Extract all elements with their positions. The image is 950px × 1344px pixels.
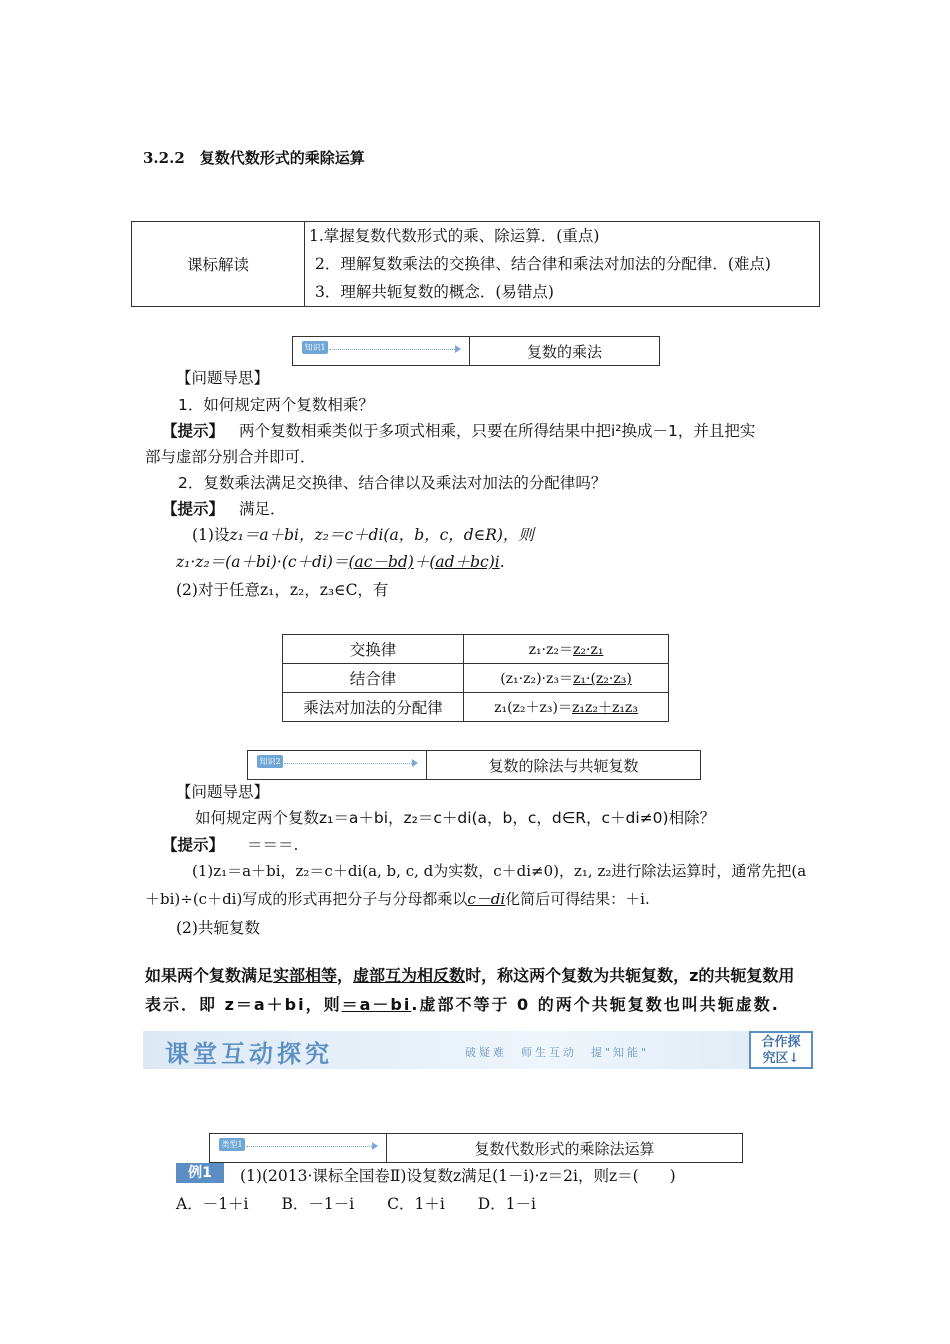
law-name: 交换律 xyxy=(283,635,464,664)
knowledge-title: 复数的除法与共轭复数 xyxy=(488,756,639,775)
hint-1 xyxy=(162,419,755,441)
hint-division xyxy=(162,833,298,855)
formula-end: . xyxy=(499,553,505,571)
knowledge-1-header xyxy=(292,336,660,366)
formula-left: z₁·z₂＝(a＋bi)·(c＋di)＝ xyxy=(176,553,349,571)
standards-item: 3．理解共轭复数的概念．(易错点) xyxy=(315,283,554,301)
knowledge-2-header xyxy=(247,750,701,780)
division-p1b xyxy=(145,888,650,909)
knowledge-tag: 知识1 xyxy=(302,341,328,354)
formula-imag: (ad＋bc)i xyxy=(429,553,500,571)
conj-pre: 如果两个复数满足 xyxy=(145,966,274,985)
type-tag: 类型1 xyxy=(219,1138,245,1151)
conj-imag: 虚部互为相反数 xyxy=(353,966,466,985)
conjugate-line-2 xyxy=(145,992,780,1015)
law-name: 结合律 xyxy=(283,664,464,693)
conj2-post: .虚部不等于 0 的两个共轭复数也叫共轭虚数. xyxy=(411,995,780,1014)
question-heading: 【问题导思】 xyxy=(176,783,270,801)
knowledge-title: 复数的乘法 xyxy=(526,342,602,361)
knowledge-tag: 知识2 xyxy=(257,755,283,768)
question-1: 1．如何规定两个复数相乘？ xyxy=(178,396,374,414)
conj2-pre: 表示．即 z＝a＋bi，则 xyxy=(145,995,342,1014)
conjugate-line-1 xyxy=(145,963,794,986)
question-heading: 【问题导思】 xyxy=(176,369,270,387)
arrow-icon xyxy=(412,759,418,767)
conj-comma: ， xyxy=(337,966,354,985)
option-c[interactable]: C．1＋i xyxy=(387,1195,445,1213)
conj2-u: ＝a－bi xyxy=(341,995,412,1014)
standards-label: 课标解读 xyxy=(132,222,305,307)
law-right: z₂·z₁ xyxy=(573,642,604,658)
p1b-conjugate: c－di xyxy=(467,890,506,908)
example-options xyxy=(176,1192,536,1214)
hint-text: 两个复数相乘类似于多项式相乘，只要在所得结果中把i²换成－1，并且把实 xyxy=(238,422,756,440)
section-title: 3.2.2 复数代数形式的乘除运算 xyxy=(143,149,365,167)
law-name: 乘法对加法的分配律 xyxy=(283,693,464,722)
hint-text: ＝＝＝. xyxy=(246,836,299,854)
formula-real: (ac－bd) xyxy=(348,553,414,571)
type-1-header xyxy=(209,1133,743,1163)
conjugate-heading: (2)共轭复数 xyxy=(176,919,260,937)
law-left: z₁(z₂＋z₃)＝ xyxy=(494,700,572,716)
p1-expr: z₁＝a＋bi，z₂＝c＋di(a，b，c，d∈R)，则 xyxy=(229,526,534,544)
standards-item: 2．理解复数乘法的交换律、结合律和乘法对加法的分配律．(难点) xyxy=(315,255,771,273)
question-division: 如何规定两个复数z₁＝a＋bi，z₂＝c＋di(a，b，c，d∈R，c＋di≠0)相除？ xyxy=(195,809,716,827)
cooperation-button[interactable]: 合作探 究区↓ xyxy=(749,1031,813,1069)
banner-title: 课堂互动探究 xyxy=(165,1039,333,1068)
hint-label: 【提示】 xyxy=(162,836,225,854)
standards-item: 1.掌握复数代数形式的乘、除运算．(重点) xyxy=(309,227,600,245)
p1b-post: 化简后可得结果：＋i. xyxy=(505,890,650,908)
arrow-icon xyxy=(455,345,461,353)
formula-line xyxy=(176,550,505,572)
example-question: (1)(2013·课标全国卷Ⅱ)设复数z满足(1－i)·z＝2i，则z＝( ) xyxy=(240,1167,676,1185)
question-2: 2．复数乘法满足交换律、结合律以及乘法对加法的分配律吗？ xyxy=(178,474,607,492)
section-banner xyxy=(143,1031,813,1069)
law-left: (z₁·z₂)·z₃＝ xyxy=(500,671,573,687)
law-right: z₁·(z₂·z₃) xyxy=(573,671,632,687)
banner-subtitle: 破疑难 师生互动 提"知能" xyxy=(465,1046,650,1059)
hint-text-cont: 部与虚部分别合并即可． xyxy=(145,448,316,466)
laws-table xyxy=(282,634,669,722)
division-p1a: (1)z₁＝a＋bi，z₂＝c＋di(a, b, c, d为实数，c＋di≠0)，z₁, z₂进行除法运算时，通常先把(a xyxy=(192,862,807,880)
option-a[interactable]: A．－1＋i xyxy=(176,1195,249,1213)
hint-label: 【提示】 xyxy=(162,500,225,518)
conj-real: 实部相等 xyxy=(273,966,338,985)
law-left: z₁·z₂＝ xyxy=(528,642,573,658)
hint-label: 【提示】 xyxy=(162,422,225,440)
paragraph-2: (2)对于任意z₁，z₂，z₃∈C，有 xyxy=(176,581,389,599)
paragraph-1 xyxy=(192,523,534,545)
conj-post: 时，称这两个复数为共轭复数，z的共轭复数用 xyxy=(465,966,795,985)
p1b-pre: ＋bi)÷(c＋di)写成的形式再把分子与分母都乘以 xyxy=(145,890,468,908)
standards-table xyxy=(131,221,820,307)
type-title: 复数代数形式的乘除法运算 xyxy=(474,1139,655,1158)
formula-plus: ＋ xyxy=(413,553,430,571)
p1-prefix: (1)设 xyxy=(192,526,230,544)
option-d[interactable]: D．1－i xyxy=(477,1195,536,1213)
arrow-icon xyxy=(372,1142,378,1150)
law-right: z₁z₂＋z₁z₃ xyxy=(571,700,638,716)
hint-text: 满足． xyxy=(238,500,286,518)
example-badge: 例1 xyxy=(176,1163,224,1183)
option-b[interactable]: B．－1－i xyxy=(281,1195,355,1213)
hint-2 xyxy=(162,497,285,519)
